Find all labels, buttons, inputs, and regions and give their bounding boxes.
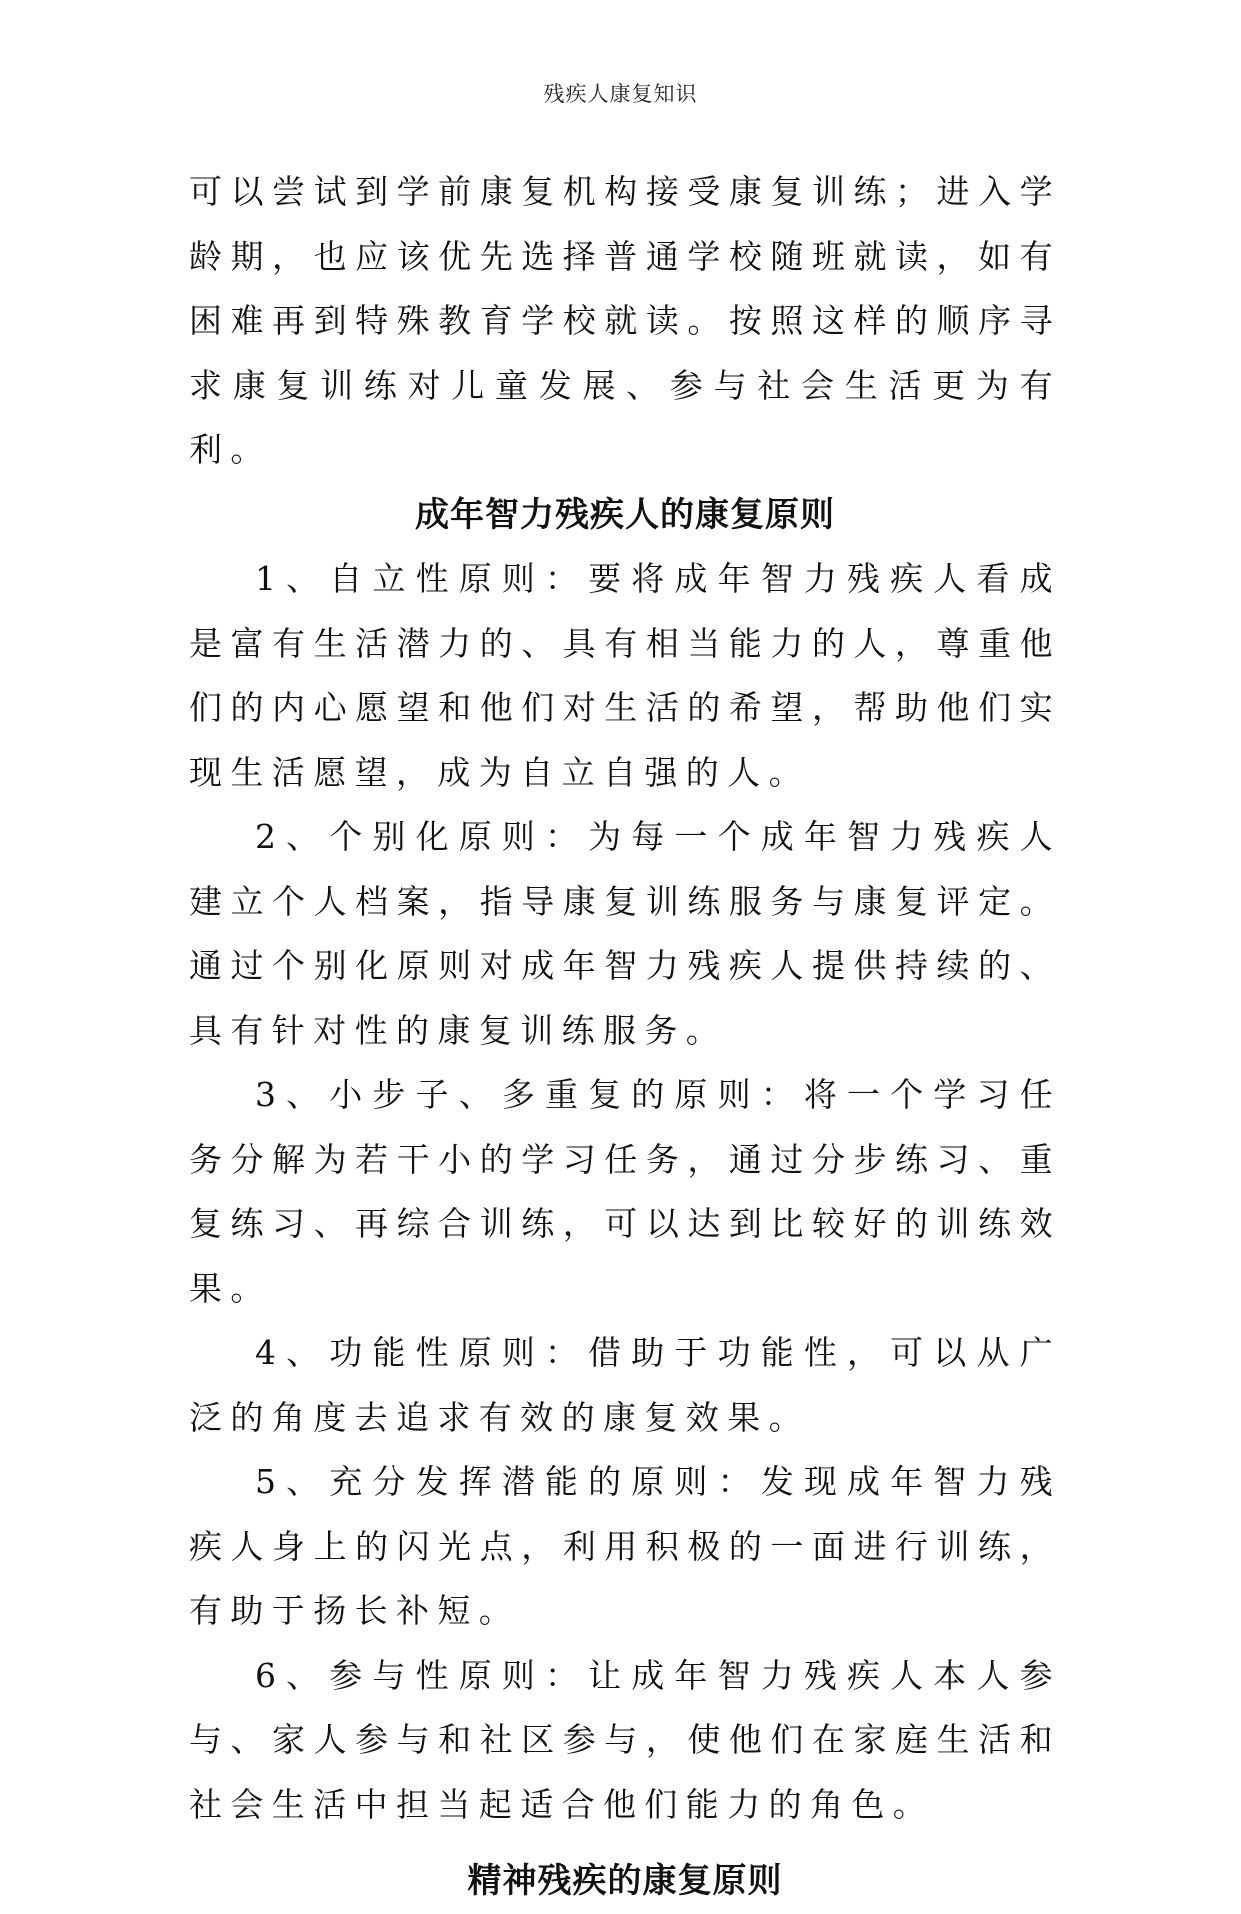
intro-paragraph: 可以尝试到学前康复机构接受康复训练；进入学龄期，也应该优先选择普通学校随班就读，如有困难再到特殊教育学校就读。按照这样的顺序寻求康复训练对儿童发展、参与社会生活更为有利。: [189, 172, 1061, 469]
principle-participation: 6、参与性原则：让成年智力残疾人本人参与、家人参与和社区参与，使他们在家庭生活和社会生活中担当起适合他们能力的角色。: [189, 1655, 1061, 1824]
page-header-title: 残疾人康复知识: [543, 82, 698, 106]
principle-autonomy: 1、自立性原则：要将成年智力残疾人看成是富有生活潜力的、具有相当能力的人，尊重他们的内心愿望和他们对生活的希望，帮助他们实现生活愿望，成为自立自强的人。: [189, 559, 1061, 792]
document-body: [189, 160, 1061, 1914]
principle-individualization: 2、个别化原则：为每一个成年智力残疾人建立个人档案，指导康复训练服务与康复评定。通过个别化原则对成年智力残疾人提供持续的、具有针对性的康复训练服务。: [189, 817, 1061, 1050]
section-heading-adult-intellectual: 成年智力残疾人的康复原则: [415, 494, 835, 535]
principle-small-steps: 3、小步子、多重复的原则：将一个学习任务分解为若干小的学习任务，通过分步练习、重复练习、再综合训练，可以达到比较好的训练效果。: [189, 1075, 1061, 1308]
principle-potential: 5、充分发挥潜能的原则：发现成年智力残疾人身上的闪光点，利用积极的一面进行训练，有助于扬长补短。: [189, 1462, 1061, 1630]
principle-functionality: 4、功能性原则：借助于功能性，可以从广泛的角度去追求有效的康复效果。: [189, 1333, 1061, 1437]
section-heading-mental-disability: 精神残疾的康复原则: [467, 1861, 783, 1901]
